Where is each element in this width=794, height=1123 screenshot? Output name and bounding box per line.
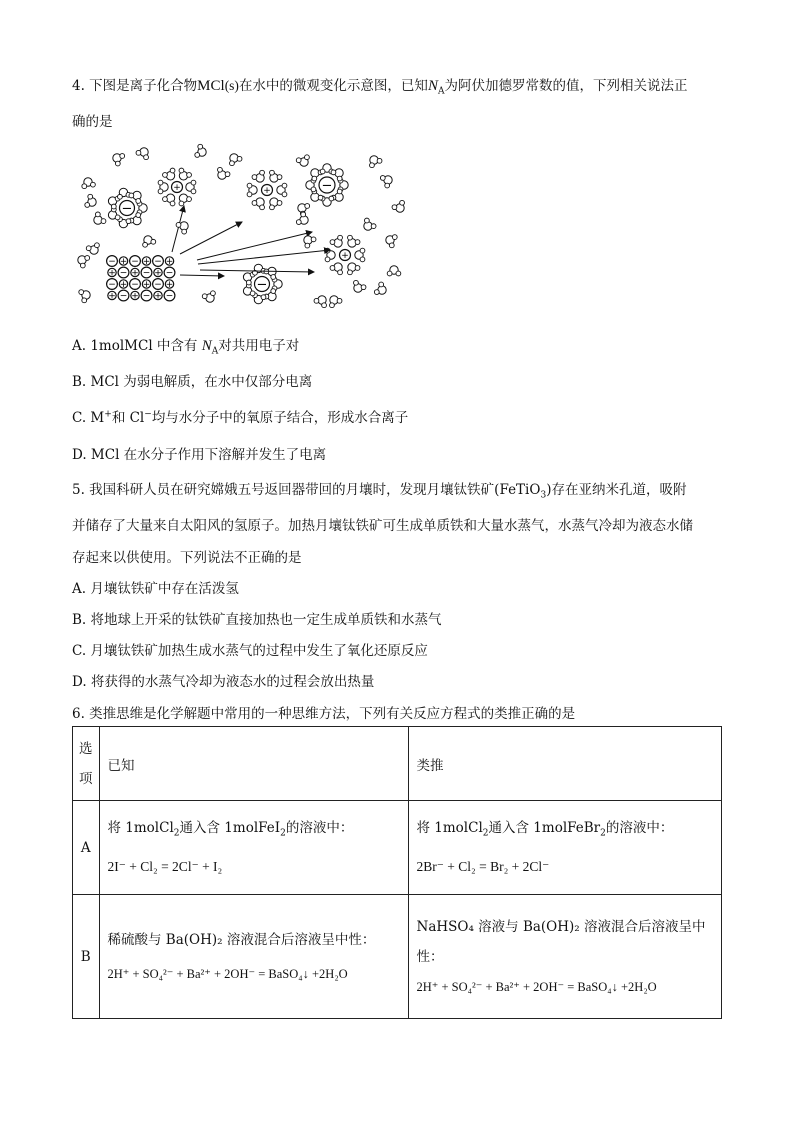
water-hydrogen [355, 266, 360, 271]
water-hydrogen [225, 172, 230, 177]
formula-mcl: MCl [197, 78, 225, 94]
water-hydrogen [361, 285, 366, 290]
water-hydrogen [246, 280, 251, 285]
header-option-cell: 选 项 [73, 727, 100, 801]
water-hydrogen [179, 201, 184, 206]
ion-charge-symbol: − [256, 277, 268, 293]
water-hydrogen [318, 195, 323, 200]
row-a-analog-equation: 2Br⁻ + Cl₂ = Br₂ + 2Cl⁻ [416, 859, 550, 875]
q4-option-c: C. M+和 Cl−均与水分子中的氧原子结合，形成水合离子 [72, 409, 409, 426]
water-hydrogen [301, 212, 306, 217]
water-hydrogen [379, 282, 384, 287]
diagram-molecules [78, 144, 405, 307]
water-hydrogen [392, 235, 397, 240]
water-hydrogen [176, 222, 181, 227]
water-hydrogen [277, 175, 282, 180]
row-b-analog-equation: 2H⁺ + SO₄²⁻ + Ba²⁺ + 2OH⁻ = BaSO₄↓ +2H₂O [416, 979, 657, 994]
water-hydrogen [260, 205, 265, 210]
q5-option-d: D. 将获得的水蒸气冷却为液态水的过程会放出热量 [72, 674, 375, 690]
movement-arrow [198, 250, 330, 264]
row-b-known: 稀硫酸与 Ba(OH)₂ 溶液混合后溶液呈中性： 2H⁺ + SO₄²⁻ + Ba²⁺ + 2OH⁻ = BaSO₄↓ +2H₂O [99, 895, 408, 1019]
water-hydrogen [337, 298, 342, 303]
water-hydrogen [305, 155, 310, 160]
ion-charge-symbol: + [341, 251, 349, 261]
q4-stem-line2: 确的是 [72, 114, 113, 130]
water-hydrogen [385, 183, 390, 188]
q4-option-b: B. MCl 为弱电解质，在水中仅部分电离 [72, 374, 313, 390]
ion-charge-symbol: + [154, 291, 162, 302]
ion-charge-symbol: − [108, 280, 116, 290]
water-hydrogen [330, 303, 335, 308]
water-hydrogen [158, 180, 163, 185]
water-hydrogen [305, 243, 310, 248]
water-hydrogen [330, 266, 335, 271]
water-hydrogen [296, 220, 301, 225]
ion-charge-symbol: + [165, 257, 174, 267]
row-b-known-equation: 2H⁺ + SO₄²⁻ + Ba²⁺ + 2OH⁻ = BaSO₄↓ +2H₂O [107, 966, 348, 981]
ion-charge-symbol: + [119, 280, 128, 290]
water-hydrogen [247, 192, 252, 197]
water-hydrogen [187, 173, 192, 178]
water-hydrogen [191, 189, 196, 194]
water-hydrogen [312, 176, 317, 181]
row-b-analog: NaHSO₄ 溶液与 Ba(OH)₂ 溶液混合后溶液呈中 性： 2H⁺ + SO₄²⁻ + Ba²⁺ + 2OH⁻ = BaSO₄↓ +2H₂O [408, 895, 722, 1019]
water-hydrogen [374, 290, 379, 295]
ion-charge-symbol: − [131, 257, 139, 267]
water-hydrogen [338, 235, 343, 240]
water-hydrogen [80, 263, 85, 268]
water-hydrogen [86, 246, 91, 251]
ion-hydration-diagram [72, 140, 412, 310]
water-hydrogen [202, 294, 207, 299]
ion-charge-symbol: − [121, 201, 133, 217]
ion-charge-symbol: + [119, 257, 128, 267]
water-hydrogen [389, 243, 394, 248]
water-hydrogen [331, 170, 336, 175]
water-hydrogen [82, 184, 87, 189]
ion-charge-symbol: − [119, 268, 128, 279]
water-hydrogen [260, 170, 265, 175]
water-hydrogen [230, 161, 235, 166]
ion-charge-symbol: + [131, 268, 139, 279]
ion-charge-symbol: + [165, 280, 174, 290]
water-hydrogen [163, 197, 168, 202]
ion-charge-symbol: − [165, 291, 174, 302]
water-hydrogen [400, 200, 405, 205]
water-hydrogen [144, 155, 149, 160]
q5-option-a: A. 月壤钛铁矿中存在活泼氢 [72, 581, 239, 597]
ion-charge-symbol: + [154, 268, 162, 279]
water-hydrogen [237, 156, 242, 161]
row-a-known-equation: 2I⁻ + Cl₂ = 2Cl⁻ + I₂ [107, 859, 223, 875]
ion-charge-symbol: + [263, 186, 271, 196]
water-hydrogen [387, 271, 392, 276]
water-hydrogen [355, 240, 360, 245]
water-hydrogen [380, 176, 385, 181]
water-hydrogen [120, 154, 125, 159]
water-hydrogen [330, 240, 335, 245]
water-hydrogen [338, 270, 343, 275]
water-hydrogen [111, 204, 116, 209]
ion-charge-symbol: + [173, 183, 181, 193]
water-hydrogen [95, 212, 100, 217]
water-hydrogen [118, 194, 123, 199]
ion-charge-symbol: + [108, 291, 116, 302]
water-hydrogen [91, 182, 96, 187]
water-hydrogen [95, 243, 100, 248]
water-hydrogen [396, 271, 401, 276]
water-hydrogen [88, 194, 93, 199]
water-hydrogen [182, 229, 187, 234]
q4-option-a: A. 1molMCl 中含有 $N_A$对共用电子对 [72, 338, 300, 357]
water-hydrogen [143, 242, 148, 247]
table-row-b [73, 895, 722, 1019]
water-hydrogen [282, 192, 287, 197]
na-symbol: N [427, 78, 438, 94]
water-hydrogen [129, 193, 134, 198]
water-hydrogen [354, 280, 359, 285]
ion-charge-symbol: − [119, 291, 128, 302]
water-hydrogen [191, 180, 196, 185]
water-hydrogen [370, 163, 375, 168]
water-hydrogen [314, 298, 319, 303]
water-hydrogen [85, 256, 90, 261]
water-hydrogen [282, 183, 287, 188]
water-hydrogen [126, 219, 131, 224]
water-hydrogen [163, 173, 168, 178]
row-a-analog: 将 1molCl$_2$通入含 1molFeBr$_2$的溶液中： 2Br⁻ + Cl₂ = Br₂ + 2Cl⁻ [408, 801, 722, 895]
q5-option-b: B. 将地球上开采的钛铁矿直接加热也一定生成单质铁和水蒸气 [72, 612, 442, 628]
water-hydrogen [252, 201, 257, 206]
water-hydrogen [270, 205, 275, 210]
q5-stem-line3: 存起来以供使用。下列说法不正确的是 [72, 550, 302, 566]
water-hydrogen [179, 168, 184, 173]
row-b-label: B [73, 895, 100, 1019]
ion-charge-symbol: − [131, 280, 139, 290]
ion-charge-symbol: − [154, 257, 162, 267]
q5-stem-line1: 5. 我国科研人员在研究嫦娥五号返回器带回的月壤时，发现月壤钛铁矿(FeTiO$_3$)存在亚纳米孔道，吸附 [72, 482, 687, 501]
water-hydrogen [392, 205, 397, 210]
water-hydrogen [151, 239, 156, 244]
water-hydrogen [187, 197, 192, 202]
ion-charge-symbol: + [108, 268, 116, 279]
water-hydrogen [271, 275, 276, 280]
ion-charge-symbol: − [321, 178, 333, 194]
water-hydrogen [136, 213, 141, 218]
water-hydrogen [277, 201, 282, 206]
water-hydrogen [311, 237, 316, 242]
q5-option-c: C. 月壤钛铁矿加热生成水蒸气的过程中发生了氧化还原反应 [72, 643, 428, 659]
water-hydrogen [261, 295, 266, 300]
water-hydrogen [101, 219, 106, 224]
ion-charge-symbol: − [142, 291, 151, 302]
water-hydrogen [325, 257, 330, 262]
water-hydrogen [170, 168, 175, 173]
water-hydrogen [198, 144, 203, 149]
water-hydrogen [311, 187, 316, 192]
q4-stem-line1: 4. 下图是离子化合物MCl(s)在水中的微观变化示意图，已知$N_A$为阿伏加德罗常数的值，下列相关说法正 [72, 78, 688, 97]
water-hydrogen [79, 290, 84, 295]
water-hydrogen [218, 167, 223, 172]
water-hydrogen [329, 196, 334, 201]
water-hydrogen [348, 270, 353, 275]
q6-stem: 6. 类推思维是化学解题中常用的一种思维方法，下列有关反应方程式的类推正确的是 [72, 706, 576, 722]
water-hydrogen [337, 176, 342, 181]
water-hydrogen [337, 189, 342, 194]
water-hydrogen [252, 175, 257, 180]
ion-charge-symbol: + [142, 257, 151, 267]
water-hydrogen [320, 169, 325, 174]
water-hydrogen [377, 158, 382, 163]
water-hydrogen [82, 298, 87, 303]
header-analog-cell: 类推 [408, 727, 722, 801]
water-hydrogen [85, 203, 90, 208]
ion-charge-symbol: + [131, 291, 139, 302]
water-hydrogen [170, 201, 175, 206]
movement-arrow [180, 275, 224, 276]
water-hydrogen [211, 291, 216, 296]
ion-charge-symbol: − [165, 268, 174, 279]
table-header-row [73, 727, 722, 801]
water-hydrogen [364, 218, 369, 223]
water-hydrogen [360, 248, 365, 253]
water-hydrogen [271, 289, 276, 294]
q5-stem-line2: 并储存了大量来自太阳风的氢原子。加热月壤钛铁矿可生成单质铁和大量水蒸气，水蒸气冷却为液态水储 [72, 518, 693, 534]
water-hydrogen [348, 235, 353, 240]
ion-charge-symbol: − [154, 280, 162, 290]
ion-charge-symbol: − [108, 257, 116, 267]
ion-charge-symbol: + [142, 280, 151, 290]
water-hydrogen [305, 204, 310, 209]
water-hydrogen [136, 150, 141, 155]
q4-option-d: D. MCl 在水分子作用下溶解并发生了电离 [72, 447, 327, 463]
water-hydrogen [115, 215, 120, 220]
q6-table [72, 726, 722, 1019]
table-row-a [73, 801, 722, 895]
water-hydrogen [296, 158, 301, 163]
water-hydrogen [195, 153, 200, 158]
row-a-label: A [73, 801, 100, 895]
water-hydrogen [322, 303, 327, 308]
header-known-cell: 已知 [99, 727, 408, 801]
water-hydrogen [136, 199, 141, 204]
water-hydrogen [247, 183, 252, 188]
water-hydrogen [115, 161, 120, 166]
water-hydrogen [371, 224, 376, 229]
movement-arrow [180, 222, 242, 254]
water-hydrogen [360, 257, 365, 262]
ion-charge-symbol: − [142, 268, 151, 279]
water-hydrogen [158, 189, 163, 194]
water-hydrogen [250, 291, 255, 296]
row-a-known: 将 1molCl$_2$通入含 1molFeI$_2$的溶液中： 2I⁻ + Cl₂ = 2Cl⁻ + I₂ [99, 801, 408, 895]
water-hydrogen [270, 170, 275, 175]
